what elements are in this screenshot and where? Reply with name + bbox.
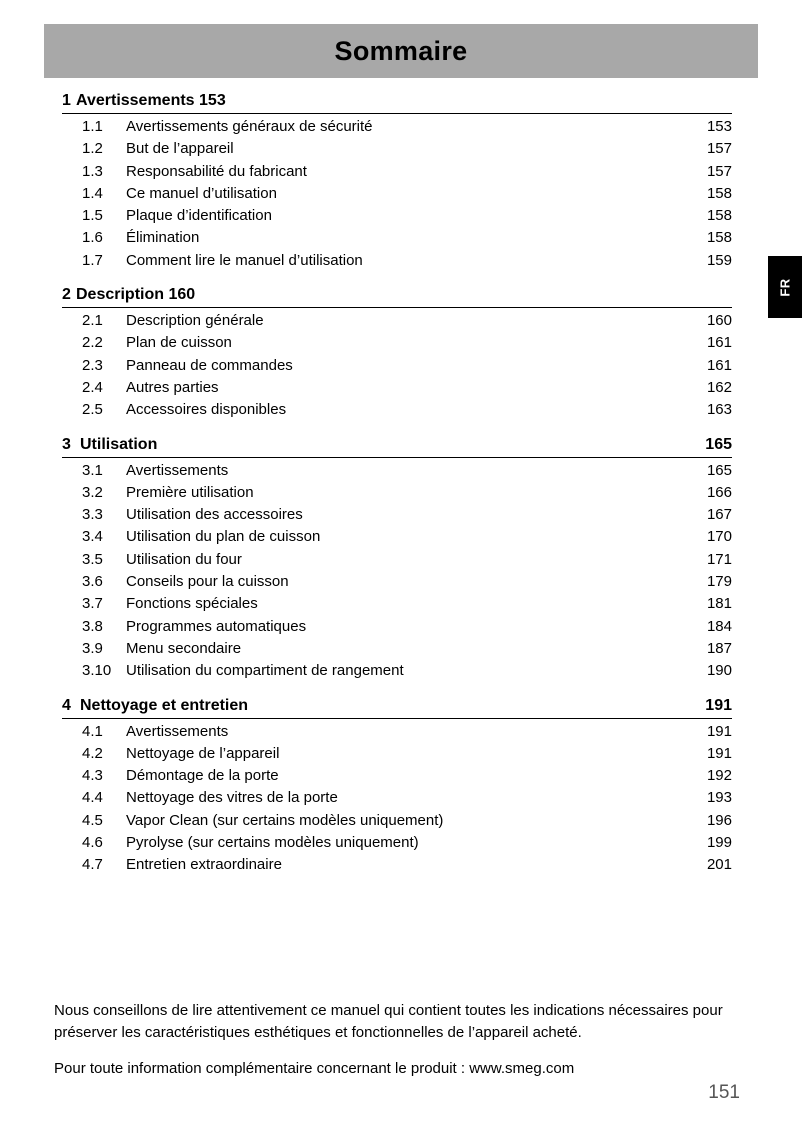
toc-entry-number: 4.5 <box>82 811 103 829</box>
toc-entry[interactable] <box>62 787 732 809</box>
toc-entry-page: 171 <box>706 550 732 568</box>
toc-entry-number: 2.2 <box>82 334 103 352</box>
toc-entry-title: Avertissements généraux de sécurité <box>126 118 373 135</box>
toc-entry-title: Responsabilité du fabricant <box>126 162 307 180</box>
toc-entry-number: 2.4 <box>82 378 103 396</box>
toc-entry-title: Avertissements <box>126 461 229 479</box>
toc-entry-number: 2.1 <box>82 312 103 330</box>
toc-entry-number: 4.7 <box>82 856 103 874</box>
toc-chapter <box>62 436 732 683</box>
toc-chapter-number: 4 <box>62 696 71 714</box>
toc-entry-number: 1.5 <box>82 207 103 225</box>
toc-entry[interactable] <box>62 854 732 876</box>
toc-entry-page: 199 <box>706 834 732 852</box>
page-title-banner <box>44 24 758 78</box>
toc-entry-number: 3.7 <box>82 595 103 613</box>
toc-chapter-title: Description 160 <box>76 286 196 304</box>
toc-entry-title: Plan de cuisson <box>126 334 232 352</box>
toc-entry[interactable] <box>62 616 732 638</box>
toc-entry[interactable] <box>62 549 732 571</box>
toc-entry-number: 4.4 <box>82 789 103 807</box>
toc-entry[interactable] <box>62 161 732 183</box>
toc-entry[interactable] <box>62 660 732 682</box>
toc-entry-page: 158 <box>706 184 732 202</box>
toc-entry[interactable] <box>62 399 732 421</box>
toc-chapter-heading[interactable] <box>62 436 732 458</box>
toc-entry-title: Avertissements <box>126 722 229 740</box>
toc-entry[interactable] <box>62 332 732 354</box>
toc-entry-title: Utilisation des accessoires <box>126 506 303 524</box>
toc-entry-page: 170 <box>706 528 732 546</box>
toc-entry-page: 166 <box>706 483 732 501</box>
page-title: Sommaire <box>334 35 468 66</box>
toc-entry[interactable] <box>62 526 732 548</box>
toc-entry-page: 161 <box>706 334 732 352</box>
toc-entry-page: 193 <box>706 789 732 807</box>
toc-entry-page: 184 <box>706 617 732 635</box>
toc-chapter-heading[interactable] <box>62 697 732 719</box>
toc-entry[interactable] <box>62 116 732 138</box>
toc-entry-page: 158 <box>706 207 732 225</box>
footer-note-line-1: Nous conseillons de lire attentivement ce manuel qui contient toutes les indications nécessaires pour préserver les caractéristiques esthétiques et fonctionnelles de l’appareil acheté. <box>54 1002 723 1041</box>
toc-entry[interactable] <box>62 377 732 399</box>
toc-entry-title: Première utilisation <box>126 483 254 501</box>
toc-entry-page: 161 <box>706 356 732 374</box>
language-side-tab <box>768 256 802 318</box>
toc-entry-page: 159 <box>706 251 732 269</box>
toc-entry-title: Démontage de la porte <box>126 767 279 785</box>
toc-entry-number: 4.3 <box>82 767 103 785</box>
toc-chapter <box>62 286 732 421</box>
toc-entry-title: Panneau de commandes <box>126 356 293 374</box>
toc-chapter <box>62 697 732 877</box>
toc-chapter-title: Utilisation <box>80 435 158 453</box>
toc-entry-number: 1.3 <box>82 162 103 180</box>
toc-entry-page: 191 <box>706 744 732 762</box>
toc-entry-number: 3.6 <box>82 573 103 591</box>
footer-note <box>54 1000 754 1080</box>
toc-chapter-page: 165 <box>705 435 732 453</box>
toc-entry-page: 167 <box>706 506 732 524</box>
toc-entry-title: Entretien extraordinaire <box>126 856 282 874</box>
toc-entry-title: Utilisation du compartiment de rangement <box>126 662 404 680</box>
toc-entry[interactable] <box>62 482 732 504</box>
toc-entry-page: 201 <box>706 856 732 874</box>
toc-entry-title: Vapor Clean (sur certains modèles uniquement) <box>126 811 444 829</box>
toc-entry-number: 3.4 <box>82 528 103 546</box>
toc-chapter-heading[interactable] <box>62 286 732 308</box>
toc-entry[interactable] <box>62 743 732 765</box>
toc-entry[interactable] <box>62 183 732 205</box>
toc-entry-number: 3.2 <box>82 483 103 501</box>
toc-entry-title: Utilisation du plan de cuisson <box>126 528 321 546</box>
toc-entry-page: 190 <box>706 662 732 680</box>
toc-entry-title: Plaque d’identification <box>126 207 272 225</box>
toc-entry[interactable] <box>62 310 732 332</box>
toc-entry-page: 160 <box>706 312 732 330</box>
toc-entry-number: 1.1 <box>82 118 103 135</box>
toc-entry-number: 2.5 <box>82 401 103 419</box>
toc-chapter-number: 3 <box>62 435 71 453</box>
toc-entry-number: 4.1 <box>82 722 103 740</box>
toc-entry-page: 165 <box>706 461 732 479</box>
toc-entry[interactable] <box>62 460 732 482</box>
toc-entry[interactable] <box>62 227 732 249</box>
toc-entry-title: Comment lire le manuel d’utilisation <box>126 251 363 269</box>
toc-entry-number: 3.5 <box>82 550 103 568</box>
toc-entry-title: Nettoyage des vitres de la porte <box>126 789 338 807</box>
toc-entry-title: Ce manuel d’utilisation <box>126 184 277 202</box>
toc-entry-page: 157 <box>706 162 732 180</box>
toc-entry-number: 4.2 <box>82 744 103 762</box>
toc-entry-title: Menu secondaire <box>126 639 242 657</box>
footer-note-line-2: Pour toute information complémentaire concernant le produit : www.smeg.com <box>54 1060 575 1077</box>
table-of-contents <box>62 92 732 879</box>
toc-entry-page: 196 <box>706 811 732 829</box>
toc-entry-page: 181 <box>706 595 732 613</box>
toc-entry-page: 163 <box>706 401 732 419</box>
toc-entry-number: 3.3 <box>82 506 103 524</box>
toc-entry-title: But de l’appareil <box>126 140 234 158</box>
toc-entry-title: Conseils pour la cuisson <box>126 573 289 591</box>
toc-entry-number: 3.1 <box>82 461 103 479</box>
toc-entry[interactable] <box>62 638 732 660</box>
toc-entry-number: 3.8 <box>82 617 103 635</box>
toc-entry-title: Nettoyage de l’appareil <box>126 744 280 762</box>
toc-entry-title: Description générale <box>126 312 264 330</box>
toc-entry-number: 1.2 <box>82 140 103 158</box>
toc-entry[interactable] <box>62 593 732 615</box>
toc-chapter-title: Avertissements 153 <box>76 92 226 109</box>
toc-entry-page: 158 <box>706 229 732 247</box>
toc-entry-title: Pyrolyse (sur certains modèles uniquement) <box>126 834 419 852</box>
toc-entry[interactable] <box>62 205 732 227</box>
toc-entry-number: 1.4 <box>82 184 103 202</box>
toc-entry-number: 1.6 <box>82 229 103 247</box>
toc-chapter-number: 1 <box>62 92 71 109</box>
toc-entry-title: Fonctions spéciales <box>126 595 258 613</box>
toc-chapter-title: Nettoyage et entretien <box>80 696 249 714</box>
toc-entry-page: 153 <box>706 118 732 135</box>
toc-entry-page: 192 <box>706 767 732 785</box>
toc-entry-number: 4.6 <box>82 834 103 852</box>
toc-chapter-page: 191 <box>705 696 732 714</box>
page-number: 151 <box>708 1082 740 1103</box>
toc-entry[interactable] <box>62 504 732 526</box>
toc-chapter-heading[interactable] <box>62 92 732 114</box>
toc-entry-page: 157 <box>706 140 732 158</box>
language-side-tab-label: FR <box>777 277 793 297</box>
toc-entry[interactable] <box>62 250 732 272</box>
toc-entry-title: Élimination <box>126 229 200 247</box>
toc-entry-title: Utilisation du four <box>126 550 242 568</box>
toc-entry-title: Accessoires disponibles <box>126 401 287 419</box>
toc-entry-number: 1.7 <box>82 251 103 269</box>
toc-entry-title: Programmes automatiques <box>126 617 307 635</box>
toc-entry-title: Autres parties <box>126 378 219 396</box>
toc-entry[interactable] <box>62 832 732 854</box>
toc-entry-number: 2.3 <box>82 356 103 374</box>
toc-entry-page: 191 <box>706 722 732 740</box>
toc-entry[interactable] <box>62 810 732 832</box>
toc-entry-page: 162 <box>706 378 732 396</box>
toc-entry-number: 3.9 <box>82 639 103 657</box>
toc-entry-page: 179 <box>706 573 732 591</box>
toc-entry[interactable] <box>62 571 732 593</box>
toc-entry[interactable] <box>62 765 732 787</box>
toc-entry[interactable] <box>62 355 732 377</box>
toc-entry-number: 3.10 <box>82 662 112 680</box>
toc-chapter-number: 2 <box>62 286 71 304</box>
toc-entry-page: 187 <box>706 639 732 657</box>
toc-entry[interactable] <box>62 138 732 160</box>
toc-chapter <box>62 92 732 272</box>
toc-entry[interactable] <box>62 721 732 743</box>
